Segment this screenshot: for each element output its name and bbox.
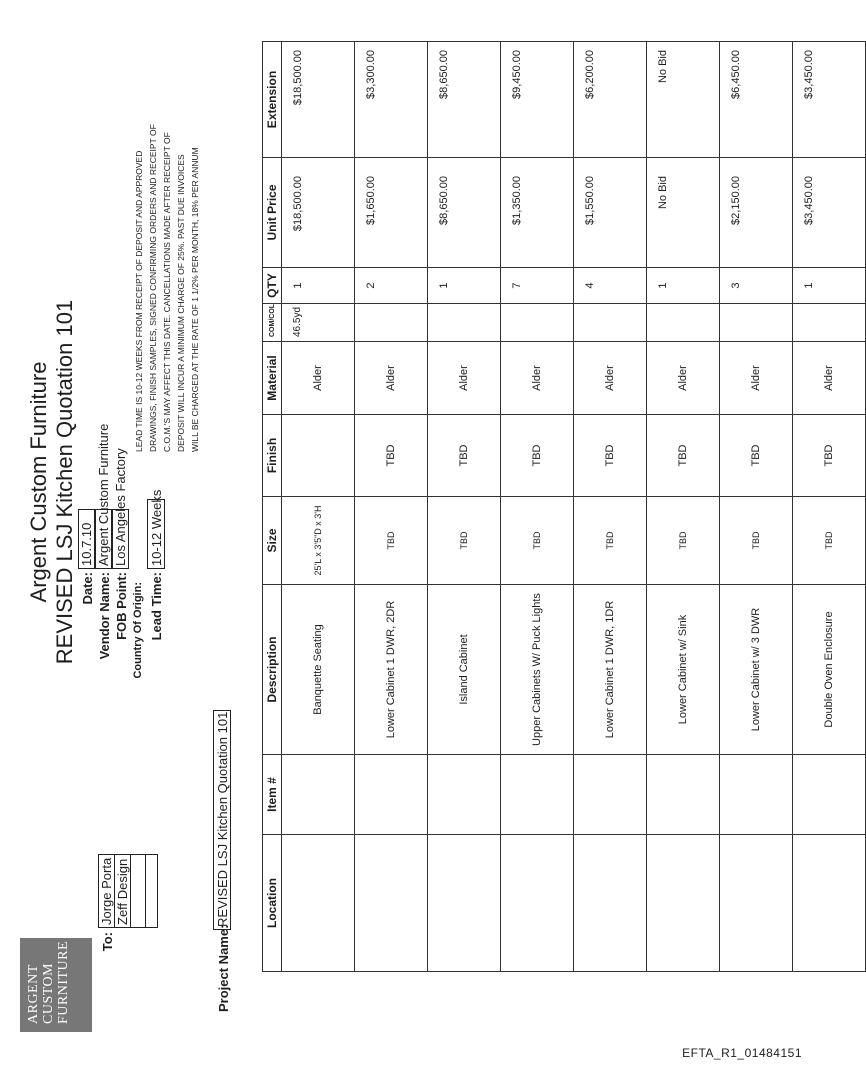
company-logo (20, 938, 92, 1032)
cell-unit-price: $3,450.00 (793, 158, 866, 268)
cell-item-number (793, 755, 866, 835)
cell-qty: 1 (647, 268, 720, 304)
table-row (574, 42, 647, 972)
to-line: Jorge Porta (99, 855, 115, 927)
company-name: Argent Custom Furniture (26, 361, 51, 603)
cell-unit-price: $1,350.00 (501, 158, 574, 268)
date-label: Date: (80, 572, 95, 605)
cell-unit-price: $8,650.00 (428, 158, 501, 268)
cell-description: Banquette Seating (282, 585, 355, 755)
cell-material: Alder (355, 342, 428, 415)
cell-extension: $3,300.00 (355, 42, 428, 158)
cell-material: Alder (282, 342, 355, 415)
table-row (282, 42, 355, 972)
cell-qty: 3 (720, 268, 793, 304)
cell-material: Alder (647, 342, 720, 415)
cell-location (647, 835, 720, 972)
logo-line: ARGENT (26, 964, 41, 1024)
date-box (78, 509, 95, 569)
cell-description: Lower Cabinet w/ Sink (647, 585, 720, 755)
project-name-label: Project Name: (216, 924, 231, 1012)
cell-location (282, 835, 355, 972)
cell-location (501, 835, 574, 972)
cell-com-col (574, 304, 647, 342)
cell-size: TBD (428, 497, 501, 585)
terms-line: C.O.M.'S MAY AFFECT THIS DATE. CANCELLATIONS MADE AFTER RECEIPT OF (162, 132, 172, 452)
table-row (793, 42, 866, 972)
cell-unit-price: $18,500.00 (282, 158, 355, 268)
cell-item-number (282, 755, 355, 835)
cell-extension: $18,500.00 (282, 42, 355, 158)
project-name-box (213, 710, 231, 930)
cell-description: Upper Cabinets W/ Puck Lights (501, 585, 574, 755)
project-name-value: REVISED LSJ Kitchen Quotation 101 (215, 711, 230, 927)
vendor-name-label: Vendor Name: (97, 572, 112, 660)
cell-com-col: 46.5yd (282, 304, 355, 342)
vendor-name-value: Argent Custom Furniture (96, 423, 111, 566)
header-location: Location (263, 835, 282, 972)
cell-com-col (355, 304, 428, 342)
fob-box (112, 448, 129, 569)
header-material: Material (263, 342, 282, 415)
header-item-number: Item # (263, 755, 282, 835)
cell-finish: TBD (720, 415, 793, 497)
cell-com-col (720, 304, 793, 342)
cell-qty: 1 (428, 268, 501, 304)
cell-size: TBD (501, 497, 574, 585)
table-row (428, 42, 501, 972)
cell-extension: No Bid (647, 42, 720, 158)
cell-unit-price: $1,550.00 (574, 158, 647, 268)
cell-item-number (574, 755, 647, 835)
header-extension: Extension (263, 42, 282, 158)
cell-location (793, 835, 866, 972)
cell-description: Double Oven Enclosure (793, 585, 866, 755)
cell-finish: TBD (428, 415, 501, 497)
cell-com-col (647, 304, 720, 342)
fob-point-value: Los Angeles Factory (113, 448, 128, 566)
to-line: Zeff Design (115, 855, 131, 927)
terms-line: LEAD TIME IS 10-12 WEEKS FROM RECEIPT OF DEPOSIT AND APPROVED (134, 150, 144, 452)
lead-time-value: 10-12 Weeks (149, 489, 164, 566)
to-line (131, 855, 146, 927)
header-description: Description (263, 585, 282, 755)
table-body (282, 42, 866, 972)
cell-material: Alder (428, 342, 501, 415)
cell-qty: 2 (355, 268, 428, 304)
cell-qty: 4 (574, 268, 647, 304)
cell-size: TBD (574, 497, 647, 585)
cell-qty: 1 (793, 268, 866, 304)
cell-location (428, 835, 501, 972)
cell-material: Alder (574, 342, 647, 415)
cell-unit-price: $1,650.00 (355, 158, 428, 268)
vendor-box (95, 423, 112, 569)
cell-unit-price: No Bid (647, 158, 720, 268)
quotation-sheet (20, 32, 835, 1032)
cell-finish: TBD (647, 415, 720, 497)
cell-item-number (428, 755, 501, 835)
cell-extension: $6,450.00 (720, 42, 793, 158)
header-unit-price: Unit Price (263, 158, 282, 268)
cell-description: Island Cabinet (428, 585, 501, 755)
date-value: 10.7.10 (79, 522, 94, 566)
cell-item-number (647, 755, 720, 835)
table-row (720, 42, 793, 972)
table-row (647, 42, 720, 972)
cell-finish: TBD (355, 415, 428, 497)
document-title (26, 232, 78, 732)
logo-line: CUSTOM (41, 962, 56, 1024)
cell-finish: TBD (501, 415, 574, 497)
header-qty: QTY (263, 268, 282, 304)
lead-time-box (147, 489, 165, 569)
cell-size: TBD (720, 497, 793, 585)
cell-com-col (428, 304, 501, 342)
terms-text (132, 42, 202, 452)
cell-size: TBD (355, 497, 428, 585)
cell-location (355, 835, 428, 972)
quotation-table (262, 41, 866, 972)
cell-extension: $3,450.00 (793, 42, 866, 158)
cell-finish: TBD (574, 415, 647, 497)
cell-description: Lower Cabinet 1 DWR, 2DR (355, 585, 428, 755)
quote-title: REVISED LSJ Kitchen Quotation 101 (52, 299, 77, 665)
cell-qty: 1 (282, 268, 355, 304)
table-row (355, 42, 428, 972)
cell-extension: $6,200.00 (574, 42, 647, 158)
document-id: EFTA_R1_01484151 (682, 1046, 802, 1060)
cell-material: Alder (501, 342, 574, 415)
cell-description: Lower Cabinet w/ 3 DWR (720, 585, 793, 755)
cell-unit-price: $2,150.00 (720, 158, 793, 268)
to-line (146, 855, 160, 927)
cell-size: TBD (793, 497, 866, 585)
header-size: Size (263, 497, 282, 585)
terms-line: DEPOSIT WILL INCUR A MINIMUM CHARGE OF 25%. PAST DUE INVOICES (176, 154, 186, 452)
cell-size: 25'L x 3'5"D x 3'H (282, 497, 355, 585)
cell-finish (282, 415, 355, 497)
cell-com-col (793, 304, 866, 342)
fob-point-label: FOB Point: (114, 572, 129, 640)
cell-item-number (501, 755, 574, 835)
cell-finish: TBD (793, 415, 866, 497)
cell-material: Alder (793, 342, 866, 415)
terms-line: WILL BE CHARGED AT THE RATE OF 1 1/2% PER MONTH, 18% PER ANNUM (190, 147, 200, 452)
table-row (501, 42, 574, 972)
header-com-col: COM/COL (263, 304, 282, 342)
cell-size: TBD (647, 497, 720, 585)
cell-location (720, 835, 793, 972)
cell-extension: $9,450.00 (501, 42, 574, 158)
cell-item-number (720, 755, 793, 835)
terms-line: DRAWINGS, FINISH SAMPLES, SIGNED CONFIRMING ORDERS AND RECEIPT OF (148, 124, 158, 452)
table-header-row (263, 42, 282, 972)
to-label: To: (100, 932, 115, 952)
country-of-origin-label: Country Of Origin: (132, 582, 144, 679)
cell-description: Lower Cabinet 1 DWR, 1DR (574, 585, 647, 755)
to-box (98, 854, 158, 928)
cell-extension: $8,650.00 (428, 42, 501, 158)
cell-qty: 7 (501, 268, 574, 304)
cell-location (574, 835, 647, 972)
cell-item-number (355, 755, 428, 835)
logo-line: FURNITURE (56, 940, 71, 1024)
lead-time-label: Lead Time: (149, 572, 164, 641)
cell-com-col (501, 304, 574, 342)
cell-material: Alder (720, 342, 793, 415)
header-finish: Finish (263, 415, 282, 497)
